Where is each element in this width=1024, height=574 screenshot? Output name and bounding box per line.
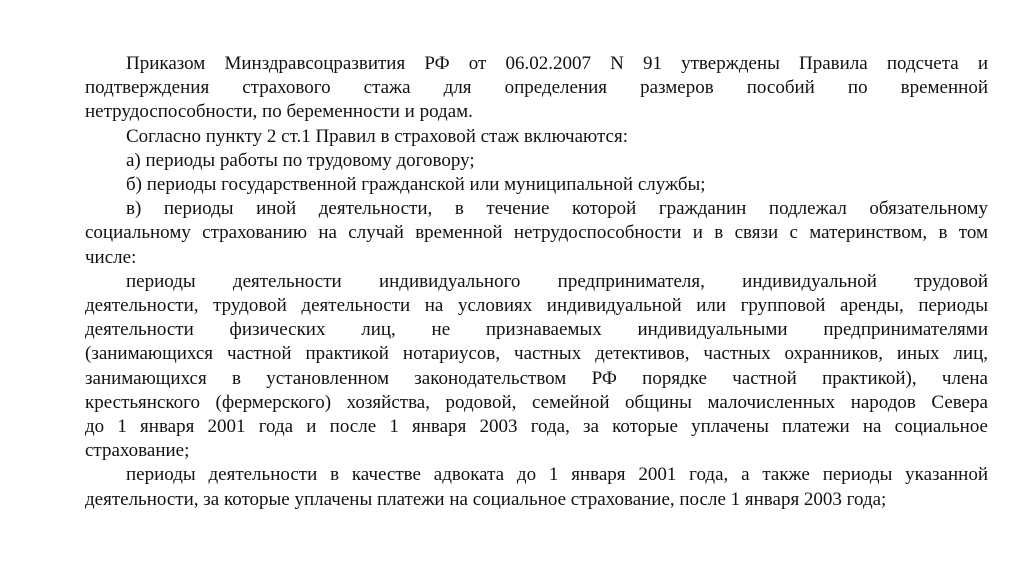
text-line: деятельности, трудовой деятельности на условиях индивидуальной или групповой аренды, периоды xyxy=(85,295,988,317)
text-line: деятельности, за которые уплачены платежи на социальное страхование, после 1 января 2003 года; xyxy=(85,488,887,510)
text-line: подтверждения страхового стажа для определения размеров пособий по временной xyxy=(85,77,988,99)
text-line: периоды деятельности индивидуального предпринимателя, индивидуальной трудовой xyxy=(126,270,988,292)
text-line: нетрудоспособности, по беременности и родам. xyxy=(85,101,473,123)
text-line: числе: xyxy=(85,246,137,268)
list-item-b xyxy=(44,173,988,197)
text-line: крестьянского (фермерского) хозяйства, родовой, семейной общины малочисленных народов Севера xyxy=(85,391,988,413)
text-line: б) периоды государственной гражданской или муниципальной службы; xyxy=(126,174,706,196)
text-line: периоды деятельности в качестве адвоката до 1 января 2001 года, а также периоды указанной xyxy=(126,464,988,486)
text-line: Согласно пункту 2 ст.1 Правил в страховой стаж включаются: xyxy=(126,125,628,147)
list-item-c xyxy=(44,197,988,270)
paragraph-order-intro xyxy=(44,52,988,125)
text-line: социальному страхованию на случай временной нетрудоспособности и в связи с материнством, в том xyxy=(85,222,988,244)
text-line: в) периоды иной деятельности, в течение которой гражданин подлежал обязательному xyxy=(126,198,988,220)
list-item-a xyxy=(44,149,988,173)
paragraph-rules-intro xyxy=(44,125,988,149)
document-text xyxy=(44,52,988,512)
text-line: страхование; xyxy=(85,440,190,462)
text-line: (занимающихся частной практикой нотариусов, частных детективов, частных охранников, иных лиц, xyxy=(85,343,988,365)
text-line: деятельности физических лиц, не признаваемых индивидуальными предпринимателями xyxy=(85,319,988,341)
text-line: Приказом Минздравсоцразвития РФ от 06.02.2007 N 91 утверждены Правила подсчета и xyxy=(126,53,988,74)
paragraph-advocate-periods xyxy=(44,463,988,511)
paragraph-entrepreneur-periods xyxy=(44,270,988,464)
text-line: занимающихся в установленном законодательством РФ порядке частной практикой), члена xyxy=(85,367,988,389)
text-line: до 1 января 2001 года и после 1 января 2003 года, за которые уплачены платежи на социальное xyxy=(85,416,988,438)
text-line: а) периоды работы по трудовому договору; xyxy=(126,149,475,171)
